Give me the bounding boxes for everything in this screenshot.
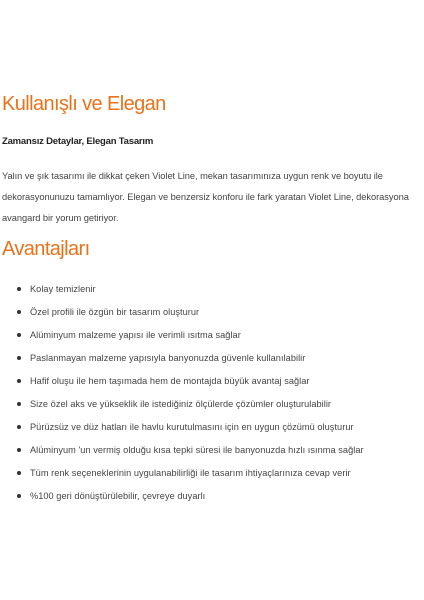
list-item — [0, 486, 364, 509]
list-item — [0, 348, 364, 371]
list-item-text: Paslanmayan malzeme yapısıyla banyonuzda güvenle kullanılabilir — [30, 353, 306, 363]
list-item-text: Size özel aks ve yükseklik ile istediğiniz ölçülerde çözümler oluşturulabilir — [30, 399, 332, 409]
bullet-icon — [17, 448, 21, 452]
list-item-text: Alüminyum malzeme yapısı ile verimli ısıtma sağlar — [30, 330, 241, 340]
list-item-text: %100 geri dönüştürülebilir, çevreye duyarlı — [30, 491, 206, 501]
bullet-icon — [17, 356, 21, 360]
section-title-avantajlari: Avantajları — [2, 238, 90, 260]
list-item — [0, 279, 364, 302]
list-item — [0, 394, 364, 417]
list-item-text: Tüm renk seçeneklerinin uygulanabilirliği ile tasarım ihtiyaçlarınıza cevap verir — [30, 468, 351, 478]
bullet-icon — [17, 425, 21, 429]
list-item-text: Özel profili ile özgün bir tasarım oluşturur — [30, 307, 200, 317]
section-title-kullanisli: Kullanışlı ve Elegan — [2, 93, 166, 115]
bullet-icon — [17, 333, 21, 337]
list-item — [0, 440, 364, 463]
bullet-icon — [17, 379, 21, 383]
description-paragraph: Yalın ve şık tasarımı ile dikkat çeken Violet Line, mekan tasarımınıza uygun renk ve boyutu ile dekorasyonunuzu tamamlıyor. Elegan ve benzersiz konforu ile fark yaratan Violet Line, dekorasyona avangard bir yorum getiriyor. — [2, 171, 409, 223]
advantages-list — [0, 279, 364, 509]
bullet-icon — [17, 471, 21, 475]
bullet-icon — [17, 494, 21, 498]
list-item — [0, 371, 364, 394]
list-item-text: Pürüzsüz ve düz hatları ile havlu kurutulmasını için en uygun çözümü oluşturur — [30, 422, 354, 432]
list-item — [0, 463, 364, 486]
list-item — [0, 417, 364, 440]
list-item-text: Hafif oluşu ile hem taşımada hem de montajda büyük avantaj sağlar — [30, 376, 310, 386]
list-item-text: Alüminyum 'un vermiş olduğu kısa tepki süresi ile banyonuzda hızlı ısınma sağlar — [30, 445, 364, 455]
bullet-icon — [17, 402, 21, 406]
section-subtitle: Zamansız Detaylar, Elegan Tasarım — [2, 136, 154, 147]
list-item-text: Kolay temizlenir — [30, 284, 96, 294]
list-item — [0, 325, 364, 348]
bullet-icon — [17, 310, 21, 314]
list-item — [0, 302, 364, 325]
bullet-icon — [17, 287, 21, 291]
